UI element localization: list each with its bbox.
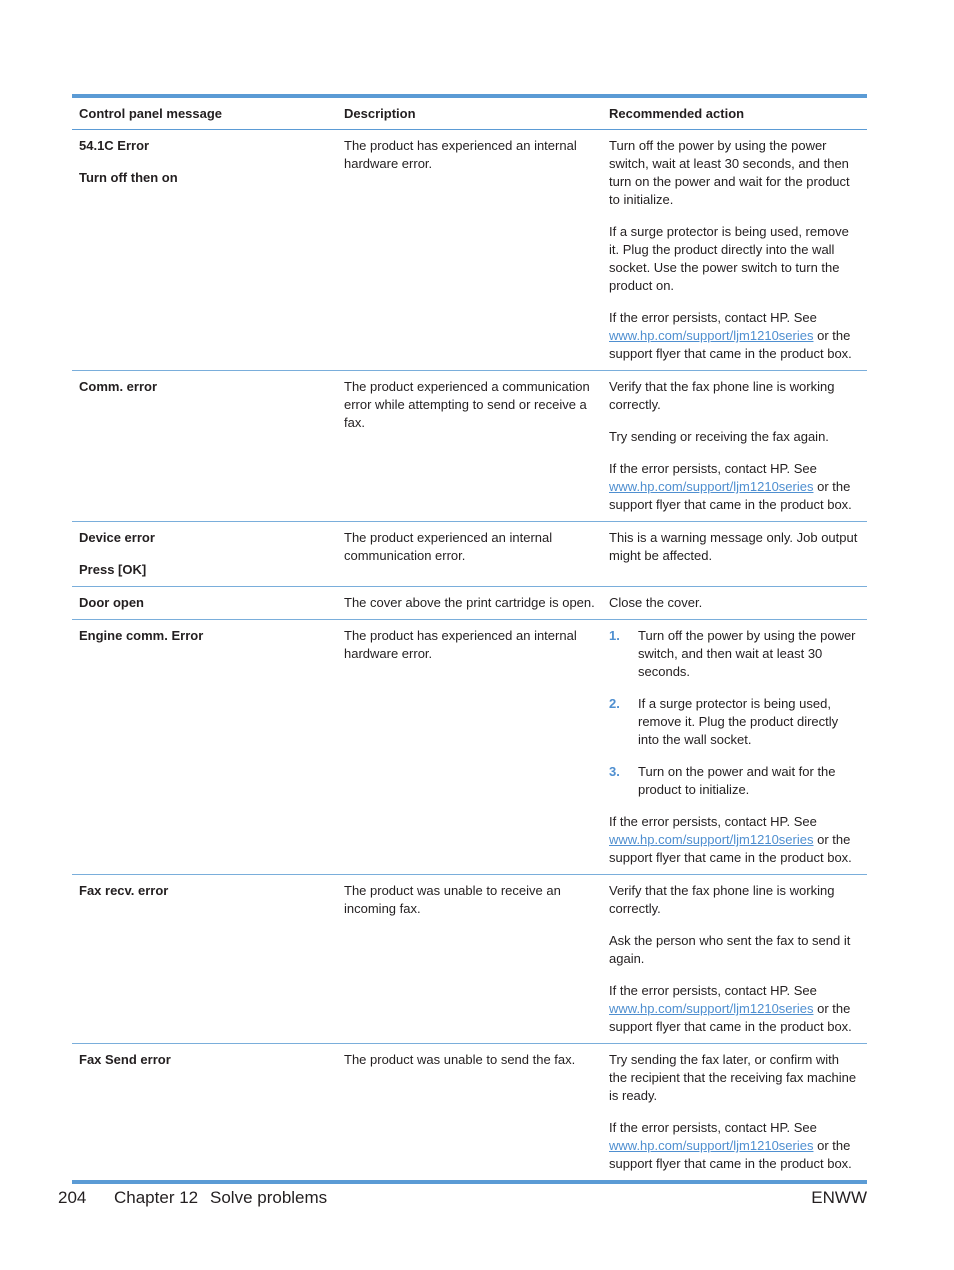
action-text: This is a warning message only. Job output might be affected. xyxy=(609,530,858,563)
page-number: 204 xyxy=(58,1188,87,1207)
support-link[interactable]: www.hp.com/support/ljm1210series xyxy=(609,832,814,847)
contact-paragraph xyxy=(609,1119,860,1173)
description-cell: The product has experienced an internal hardware error. xyxy=(337,620,602,875)
support-link[interactable]: www.hp.com/support/ljm1210series xyxy=(609,479,814,494)
contact-text: or the support flyer that came in the product box. xyxy=(609,479,852,512)
support-link[interactable]: www.hp.com/support/ljm1210series xyxy=(609,1138,814,1153)
message-cell xyxy=(72,875,337,1044)
page-footer xyxy=(58,1188,867,1212)
contact-text: or the support flyer that came in the product box. xyxy=(609,1138,852,1171)
action-cell xyxy=(602,371,867,522)
contact-text: or the support flyer that came in the product box. xyxy=(609,1001,852,1034)
table-row xyxy=(72,587,867,620)
action-cell xyxy=(602,130,867,371)
chapter-label: Chapter 12 xyxy=(114,1188,199,1207)
action-text: Verify that the fax phone line is working correctly. xyxy=(609,379,835,412)
message-text: Turn off then on xyxy=(79,170,178,185)
step-number: 2. xyxy=(609,696,620,711)
table-row xyxy=(72,130,867,371)
step-item xyxy=(609,627,860,681)
message-cell xyxy=(72,130,337,371)
contact-paragraph xyxy=(609,460,860,514)
document-code: ENWW xyxy=(811,1188,867,1207)
message-cell xyxy=(72,620,337,875)
message-text: 54.1C Error xyxy=(79,138,150,153)
action-cell xyxy=(602,587,867,620)
description-cell: The product has experienced an internal hardware error. xyxy=(337,130,602,371)
message-cell xyxy=(72,1044,337,1181)
action-text: Try sending the fax later, or confirm with the recipient that the receiving fax machine is ready. xyxy=(609,1052,857,1103)
action-text: If a surge protector is being used, remove it. Plug the product directly into the wall socket. Use the power switch to turn the product on. xyxy=(609,224,849,293)
header-description: Description xyxy=(337,98,602,130)
step-list xyxy=(609,627,860,799)
contact-text: If the error persists, contact HP. See xyxy=(609,310,817,325)
message-cell xyxy=(72,587,337,620)
action-cell xyxy=(602,875,867,1044)
table-row xyxy=(72,371,867,522)
message-text: Fax recv. error xyxy=(79,883,169,898)
message-cell xyxy=(72,522,337,587)
description-cell: The product was unable to receive an incoming fax. xyxy=(337,875,602,1044)
support-link[interactable]: www.hp.com/support/ljm1210series xyxy=(609,1001,814,1016)
table-row xyxy=(72,620,867,875)
step-item xyxy=(609,763,860,799)
support-link[interactable]: www.hp.com/support/ljm1210series xyxy=(609,328,814,343)
message-text: Engine comm. Error xyxy=(79,628,204,643)
step-number: 1. xyxy=(609,628,620,643)
section-title: Solve problems xyxy=(210,1188,328,1207)
step-number: 3. xyxy=(609,764,620,779)
message-text: Fax Send error xyxy=(79,1052,171,1067)
table-row xyxy=(72,1044,867,1181)
message-text: Door open xyxy=(79,595,144,610)
contact-text: If the error persists, contact HP. See xyxy=(609,983,817,998)
contact-text: or the support flyer that came in the product box. xyxy=(609,328,852,361)
table-header-row xyxy=(72,98,867,130)
contact-paragraph xyxy=(609,813,860,867)
step-text: Turn off the power by using the power switch, and then wait at least 30 seconds. xyxy=(638,628,856,679)
action-text: Try sending or receiving the fax again. xyxy=(609,429,829,444)
message-text: Device error xyxy=(79,530,155,545)
action-cell xyxy=(602,620,867,875)
action-text: Ask the person who sent the fax to send it again. xyxy=(609,933,851,966)
contact-paragraph xyxy=(609,309,860,363)
action-text: Turn off the power by using the power switch, wait at least 30 seconds, and then turn on the power and wait for the product to initialize. xyxy=(609,138,850,207)
action-text: Close the cover. xyxy=(609,595,703,610)
header-recommended-action: Recommended action xyxy=(602,98,867,130)
contact-text: If the error persists, contact HP. See xyxy=(609,1120,817,1135)
description-cell: The product was unable to send the fax. xyxy=(344,1052,576,1067)
table-row xyxy=(72,875,867,1044)
error-message-table xyxy=(72,94,867,1184)
action-text: Verify that the fax phone line is working correctly. xyxy=(609,883,835,916)
contact-text: or the support flyer that came in the product box. xyxy=(609,832,852,865)
contact-paragraph xyxy=(609,982,860,1036)
step-item xyxy=(609,695,860,749)
message-text: Press [OK] xyxy=(79,562,147,577)
contact-text: If the error persists, contact HP. See xyxy=(609,461,817,476)
action-cell xyxy=(602,522,867,587)
step-text: Turn on the power and wait for the product to initialize. xyxy=(638,764,836,797)
contact-text: If the error persists, contact HP. See xyxy=(609,814,817,829)
description-cell: The cover above the print cartridge is open. xyxy=(337,587,602,620)
action-cell xyxy=(602,1044,867,1181)
message-cell xyxy=(72,371,337,522)
description-cell: The product experienced an internal communication error. xyxy=(337,522,602,587)
description-cell: The product experienced a communication error while attempting to send or receive a fax. xyxy=(337,371,602,522)
error-table xyxy=(72,98,867,1180)
message-text: Comm. error xyxy=(79,379,158,394)
step-text: If a surge protector is being used, remove it. Plug the product directly into the wall socket. xyxy=(638,696,839,747)
table-row xyxy=(72,522,867,587)
header-control-panel-message: Control panel message xyxy=(72,98,337,130)
